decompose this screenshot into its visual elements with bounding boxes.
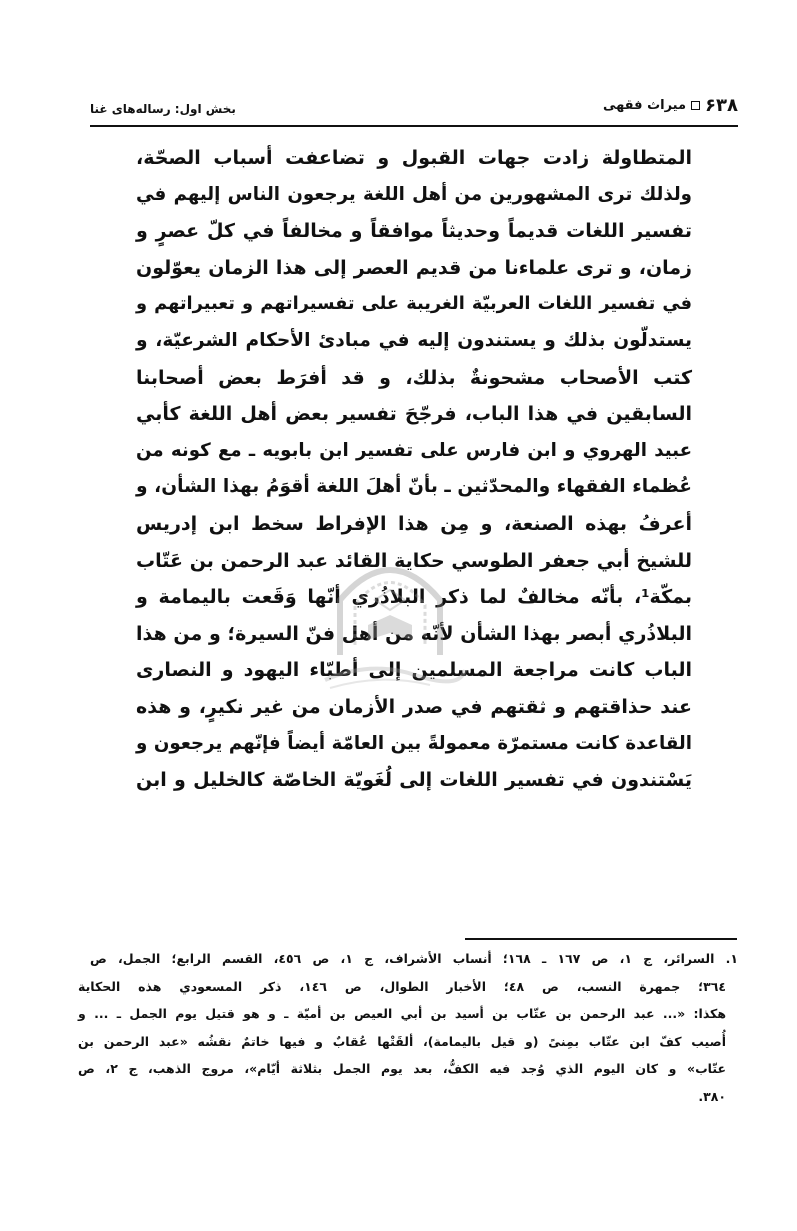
- footnote-divider: [465, 938, 737, 940]
- text-line: أعرفُ بهذه الصنعة، و مِن هذا الإفراط سخط ابن إدريس: [136, 512, 692, 535]
- book-title: میراث فقهی: [602, 98, 687, 113]
- footnotes: [78, 945, 738, 1110]
- section-title: بخش اول: رساله‌های غنا: [90, 102, 236, 116]
- text-line: بمكّة¹، بأنّه مخالفٌ لما ذكر البلاذُري أنّها وَقَعت باليمامة و: [136, 586, 692, 609]
- text-line: للشيخ أبي جعفر الطوسي حكاية القائد عبد الرحمن بن عَتّاب: [136, 549, 692, 572]
- square-bullet-icon: [691, 101, 700, 110]
- text-line: عند حذاقتهم و ثقتهم في صدر الأزمان من غير نكيرٍ، و هذه: [136, 695, 692, 718]
- footnote-line: ١. السرائر، ج ١، ص ١٦٧ ـ ١٦٨؛ أنساب الأشراف، ج ١، ص ٤٥٦، القسم الرابع؛ الجمل، ص: [90, 951, 738, 966]
- header-page-info: [603, 95, 738, 116]
- text-line: ولذلك ترى المشهورين من أهل اللغة يرجعون الناس إليهم في: [136, 183, 692, 205]
- header-divider: [90, 125, 738, 127]
- text-line: عبيد الهروي و ابن فارس على تفسير ابن بابويه ـ مع كونه من: [136, 439, 692, 461]
- main-text: [136, 140, 692, 799]
- text-line: يَسْتندون في تفسير اللغات إلى لُغَويّة الخاصّة كالخليل و ابن: [136, 769, 692, 792]
- page-number: ۶۳۸: [705, 95, 738, 116]
- text-line: السابقين في هذا الباب، فرجّحَ تفسير بعض أهل اللغة كأبي: [136, 403, 692, 426]
- footnote-line: ٣٦٤؛ جمهرة النسب، ص ٤٨؛ الأخبار الطوال، ص ١٤٦، ذكر المسعودي هذه الحكاية: [78, 978, 726, 994]
- text-line: تفسير اللغات قديماً وحديثاً موافقاً و مخالفاً في كلّ عصرٍ و: [136, 220, 692, 243]
- footnote-line: عتّاب» و كان اليوم الذي وُجد فيه الكفُّ، بعد يوم الجمل بثلاثة أيّام»، مروج الذهب، ج ٢، ص: [78, 1061, 726, 1076]
- text-line: كتب الأصحاب مشحونةٌ بذلك، و قد أفرَط بعض أصحابنا: [136, 366, 692, 389]
- text-line: القاعدة كانت مستمرّة معمولةً بين العامّة أيضاً فإنّهم يرجعون و: [136, 732, 692, 754]
- text-line: في تفسير اللغات العربيّة الغريبة على تفسيراتهم و تعبيراتهم و: [136, 293, 692, 315]
- text-line: البلاذُري أبصر بهذا الشأن لأنّه من أهل فنّ السيرة؛ و من هذا: [136, 622, 692, 645]
- footnote-line: هكذا: «... عبد الرحمن بن عتّاب بن أسيد بن أبي العيص بن أميّة ـ و هو قتيل يوم الجمل ـ ... و: [78, 1006, 726, 1021]
- text-line: يستدلّون بذلك و يستندون إليه في مبادئ الأحكام الشرعيّة، و: [136, 329, 692, 351]
- text-line: زمان، و ترى علماءنا من قديم العصر إلى هذا الزمان يعوّلون: [136, 256, 692, 279]
- text-line: الباب كانت مراجعة المسلمين إلى أطبّاء اليهود و النصارى: [136, 659, 692, 682]
- text-line: عُظماء الفقهاء والمحدّثين ـ بأنّ أهلَ اللغة أقوَمُ بهذا الشأن، و: [136, 476, 692, 498]
- footnote-line: أُصيب كفّ ابن عتّاب بمِنىً (و قيل باليمامة)، ألقَتْها عُقابٌ و فيها خاتمٌ نقشُه «عبد الرحمن بن: [78, 1033, 726, 1049]
- running-header: [90, 90, 738, 116]
- text-line: المتطاولة زادت جهات القبول و تضاعفت أسباب الصحّة،: [136, 147, 692, 169]
- footnote-line: ٣٨٠.: [698, 1088, 726, 1104]
